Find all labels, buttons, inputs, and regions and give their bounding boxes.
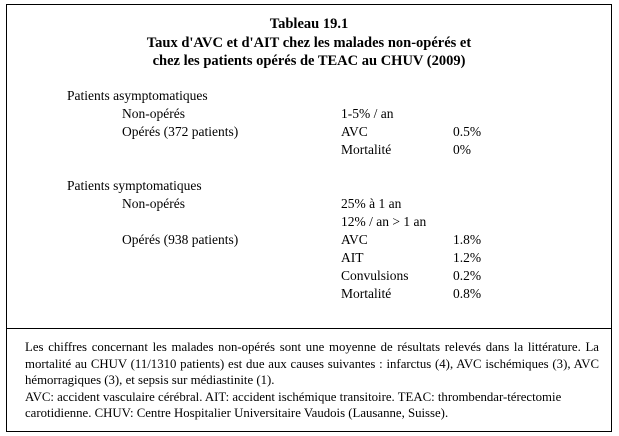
symptomatic-row-value: 0.2% — [453, 268, 482, 283]
asymptomatic-operated-label: Opérés (372 patients) — [122, 124, 239, 139]
symptomatic-row-label: Mortalité — [341, 286, 392, 301]
footnote — [25, 339, 599, 422]
asymptomatic-non-operated-label: Non-opérés — [122, 106, 185, 121]
symptomatic-row-label: AIT — [341, 250, 364, 265]
title-line-2: Taux d'AVC et d'AIT chez les malades non-opérés et — [146, 34, 472, 51]
asymptomatic-row-value: 0% — [453, 142, 471, 157]
title-line-3: chez les patients opérés de TEAC au CHUV (2009) — [152, 53, 466, 69]
table-title — [7, 15, 611, 71]
title-line-1: Tableau 19.1 — [269, 16, 349, 32]
asymptomatic-non-operated-value: 1-5% / an — [341, 106, 394, 121]
asymptomatic-heading: Patients asymptomatiques — [67, 88, 208, 103]
asymptomatic-row-label: AVC — [341, 124, 368, 139]
asymptomatic-row-value: 0.5% — [453, 124, 482, 139]
symptomatic-row-label: Convulsions — [341, 268, 409, 283]
symptomatic-row-value: 1.2% — [453, 250, 482, 265]
symptomatic-row-label: AVC — [341, 232, 368, 247]
symptomatic-operated-label: Opérés (938 patients) — [122, 232, 239, 247]
symptomatic-heading: Patients symptomatiques — [67, 178, 202, 193]
symptomatic-non-operated-label: Non-opérés — [122, 196, 185, 211]
footnote-paragraph-2: AVC: accident vasculaire cérébral. AIT: accident ischémique transitoire. TEAC: thrombendar-térectomie carotidienne. CHUV: Centre Hospitalier Universitaire Vaudois (Lausanne, Suisse). — [25, 389, 562, 420]
footnote-divider — [7, 328, 611, 329]
symptomatic-non-operated-value-1: 25% à 1 an — [341, 196, 402, 211]
footnote-paragraph-1: Les chiffres concernant les malades non-opérés sont une moyenne de résultats relevés dans la littérature. La mortalité au CHUV (11/1310 patients) est due aux causes suivantes : infarctus (4), AVC ischémiques (3), AVC hémorragiques (3), et sepsis sur médiastinite (1). — [25, 340, 599, 387]
symptomatic-row-value: 0.8% — [453, 286, 482, 301]
table-frame — [6, 4, 612, 432]
symptomatic-row-value: 1.8% — [453, 232, 482, 247]
asymptomatic-row-label: Mortalité — [341, 142, 392, 157]
symptomatic-non-operated-value-2: 12% / an > 1 an — [341, 214, 427, 229]
